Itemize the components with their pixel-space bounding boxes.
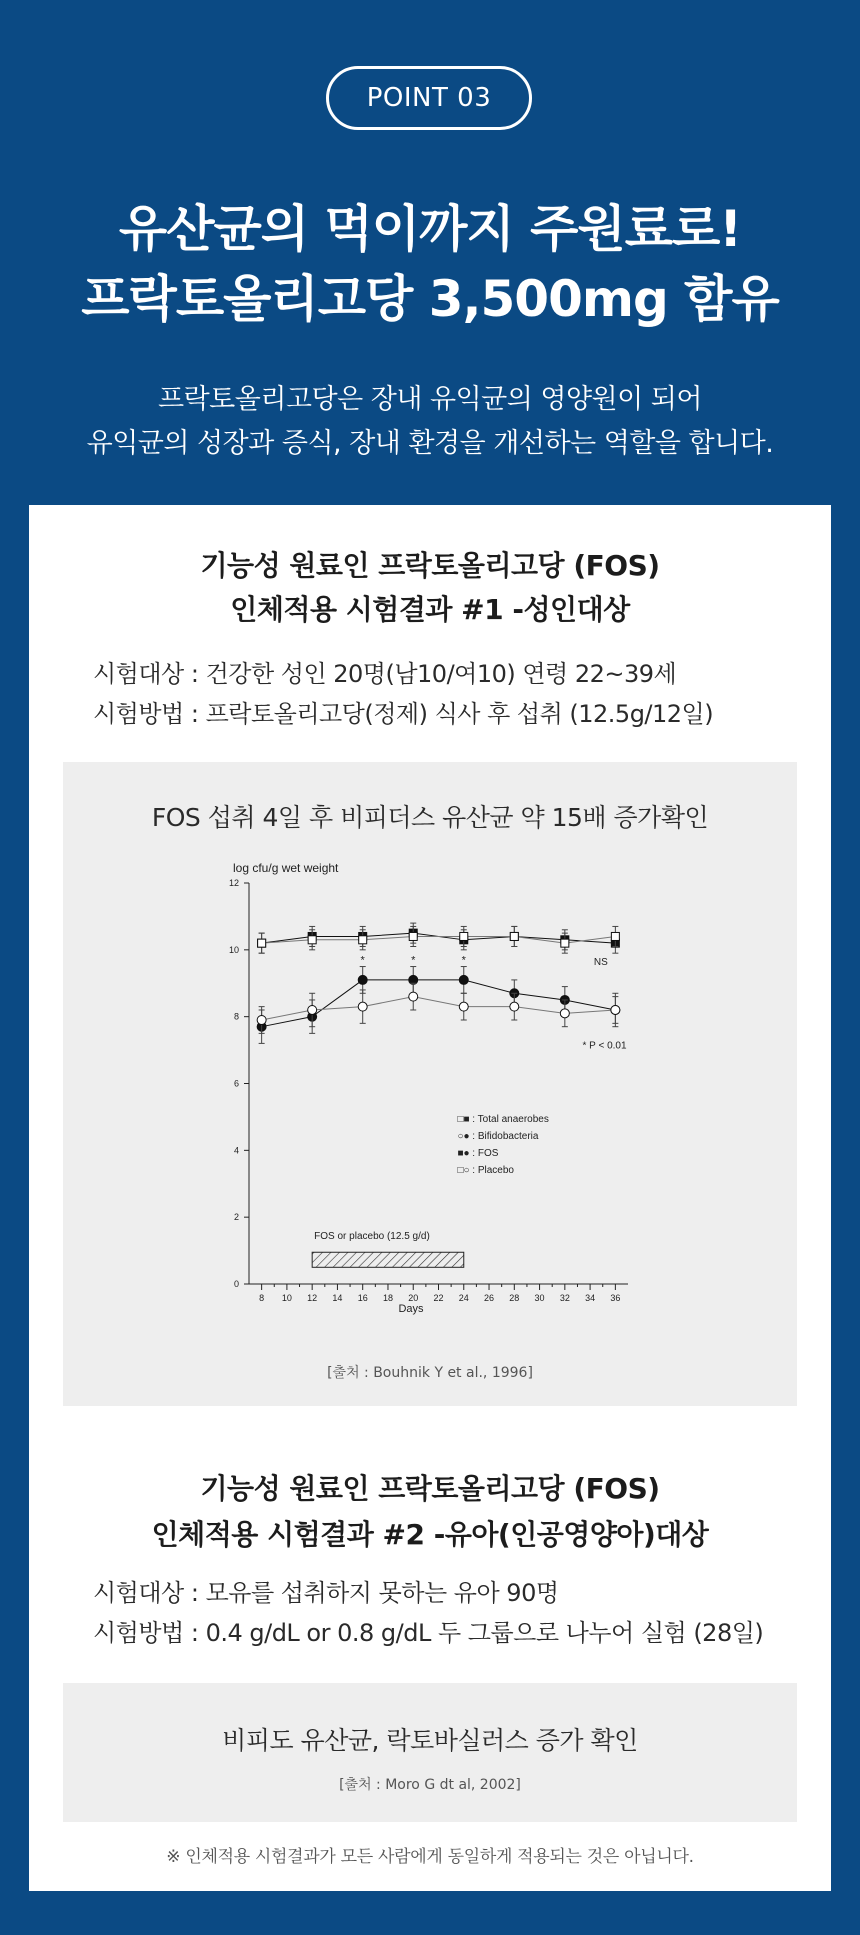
bifidobacteria-placebo-point xyxy=(308,1005,317,1014)
total-anaerobes-placebo-point xyxy=(611,932,619,940)
study-card xyxy=(29,505,831,1891)
subheadline-line-1: 프락토올리고당은 장내 유익균의 영양원이 되어 xyxy=(158,384,702,415)
total-anaerobes-placebo-point xyxy=(460,932,468,940)
headline-line-1: 유산균의 먹이까지 주원료로! xyxy=(118,200,742,258)
chart-legend xyxy=(457,1114,548,1176)
study1-title-line-2: 인체적용 시험결과 #1 -성인대상 xyxy=(230,593,630,626)
legend-item: □■ : Total anaerobes xyxy=(457,1113,549,1125)
significance-star: * xyxy=(461,954,466,967)
x-tick-label: 14 xyxy=(332,1293,343,1303)
bifidobacteria-chart xyxy=(63,858,797,1378)
y-tick-label: 6 xyxy=(233,1078,239,1089)
y-tick-label: 10 xyxy=(228,944,239,955)
study2-box-title: 비피도 유산균, 락토바실러스 증가 확인 xyxy=(222,1726,638,1755)
bifidobacteria-placebo-point xyxy=(611,1005,620,1014)
graph-title: FOS 섭취 4일 후 비피더스 유산균 약 15배 증가확인 xyxy=(151,803,709,832)
y-tick-label: 0 xyxy=(233,1279,239,1289)
total-anaerobes-placebo-point xyxy=(258,939,266,947)
total-anaerobes-placebo-point xyxy=(510,932,518,940)
bifidobacteria-placebo-point xyxy=(459,1002,468,1011)
x-tick-label: 18 xyxy=(382,1293,393,1303)
x-tick-label: 26 xyxy=(484,1293,495,1303)
bifidobacteria-placebo-point xyxy=(510,1002,519,1011)
study1-title-line-1: 기능성 원료인 프락토올리고당 (FOS) xyxy=(200,549,660,582)
study2-method: 시험방법 : 0.4 g/dL or 0.8 g/dL 두 그룹으로 나누어 실험 (28일) xyxy=(93,1619,764,1647)
legend-item: ○● : Bifidobacteria xyxy=(457,1130,539,1142)
y-tick-label: 2 xyxy=(233,1212,239,1223)
study1-method: 시험방법 : 프락토올리고당(정제) 식사 후 섭취 (12.5g/12일) xyxy=(93,700,714,728)
bifidobacteria-fos-point xyxy=(358,975,367,984)
y-tick-label: 8 xyxy=(233,1011,239,1022)
total-anaerobes-placebo-point xyxy=(359,936,367,944)
y-axis-label: log cfu/g wet weight xyxy=(233,861,339,875)
total-anaerobes-placebo-point xyxy=(561,939,569,947)
study2-subjects: 시험대상 : 모유를 섭취하지 못하는 유아 90명 xyxy=(93,1579,559,1607)
study1-subjects: 시험대상 : 건강한 성인 20명(남10/여10) 연령 22~39세 xyxy=(93,660,677,688)
x-tick-label: 36 xyxy=(610,1293,621,1303)
y-tick-label: 12 xyxy=(228,878,239,888)
x-tick-label: 34 xyxy=(585,1293,596,1303)
p-value-annotation: * P < 0.01 xyxy=(582,1040,627,1052)
significance-star: * xyxy=(360,954,365,967)
x-tick-label: 30 xyxy=(534,1293,545,1303)
x-tick-label: 8 xyxy=(259,1293,265,1303)
x-tick-label: 12 xyxy=(307,1293,318,1303)
x-tick-label: 16 xyxy=(357,1293,368,1303)
treatment-period-label: FOS or placebo (12.5 g/d) xyxy=(314,1230,430,1242)
total-anaerobes-placebo-point xyxy=(409,932,417,940)
point-badge: POINT 03 xyxy=(326,66,532,130)
bifidobacteria-placebo-point xyxy=(257,1016,266,1025)
x-tick-label: 24 xyxy=(458,1293,469,1303)
bifidobacteria-placebo-point xyxy=(560,1009,569,1018)
study2-title-line-1: 기능성 원료인 프락토올리고당 (FOS) xyxy=(200,1472,660,1505)
study2-title-line-2: 인체적용 시험결과 #2 -유아(인공영양아)대상 xyxy=(151,1518,709,1551)
x-tick-label: 22 xyxy=(433,1293,444,1303)
x-tick-label: 20 xyxy=(408,1293,419,1303)
x-axis-label: Days xyxy=(398,1303,424,1315)
y-tick-label: 4 xyxy=(233,1145,239,1156)
headline-line-2: 프락토올리고당 3,500mg 함유 xyxy=(81,270,779,328)
subheadline-line-2: 유익균의 성장과 증식, 장내 환경을 개선하는 역할을 합니다. xyxy=(86,428,774,459)
bifidobacteria-placebo-point xyxy=(358,1002,367,1011)
significance-star: * xyxy=(411,954,416,967)
study1-graph-box xyxy=(63,762,797,1406)
bifidobacteria-placebo-point xyxy=(409,992,418,1001)
study2-source: [출처 : Moro G dt al, 2002] xyxy=(339,1777,521,1793)
study1-source: [출처 : Bouhnik Y et al., 1996] xyxy=(327,1365,533,1381)
x-tick-label: 10 xyxy=(281,1293,292,1303)
total-anaerobes-placebo-point xyxy=(308,936,316,944)
treatment-period-bar xyxy=(312,1252,464,1267)
study2-result-box xyxy=(63,1683,797,1822)
legend-item: □○ : Placebo xyxy=(457,1164,515,1176)
footnote: ※ 인체적용 시험결과가 모든 사람에게 동일하게 적용되는 것은 아닙니다. xyxy=(166,1847,694,1867)
ns-annotation: NS xyxy=(593,956,608,968)
x-tick-label: 32 xyxy=(559,1293,570,1303)
bifidobacteria-fos-point xyxy=(459,975,468,984)
x-tick-label: 28 xyxy=(509,1293,520,1303)
legend-item: ■● : FOS xyxy=(457,1147,499,1159)
